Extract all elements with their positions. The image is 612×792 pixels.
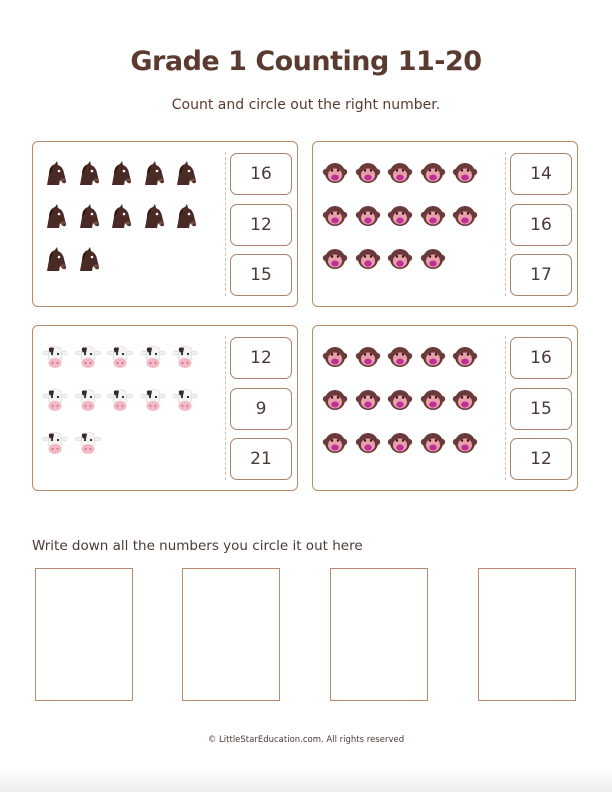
answer-option-button[interactable]: 17 (510, 254, 572, 296)
monkey-icon (387, 387, 413, 413)
monkey-icon (452, 344, 478, 370)
monkey-icon (355, 203, 381, 229)
answer-box[interactable] (478, 568, 576, 701)
copyright-footer: © LittleStarEducation.com. All rights reserved (207, 735, 405, 745)
cow-icon (42, 430, 68, 456)
answer-option-button[interactable]: 21 (230, 438, 292, 480)
answer-options (510, 153, 572, 305)
item-group (322, 344, 500, 473)
page-subtitle: Count and circle out the right number. (171, 97, 441, 113)
monkey-icon (452, 387, 478, 413)
page-title: Grade 1 Counting 11-20 (130, 46, 482, 77)
cow-icon (75, 430, 101, 456)
horse-icon (75, 203, 101, 229)
page-bottom-shadow (0, 768, 612, 792)
horse-icon (75, 246, 101, 272)
cow-icon (140, 387, 166, 413)
item-group (322, 160, 500, 289)
answer-option-button[interactable]: 15 (510, 388, 572, 430)
monkey-icon (420, 387, 446, 413)
answer-option-button[interactable]: 9 (230, 388, 292, 430)
counting-panel-3 (32, 325, 298, 491)
answer-option-button[interactable]: 14 (510, 153, 572, 195)
answer-options (230, 153, 292, 305)
item-group (42, 160, 220, 289)
horse-icon (172, 160, 198, 186)
panel-divider (505, 152, 506, 296)
item-row (322, 203, 500, 246)
monkey-icon (322, 344, 348, 370)
answer-options (510, 337, 572, 489)
answer-option-button[interactable]: 12 (230, 204, 292, 246)
horse-icon (140, 203, 166, 229)
monkey-icon (420, 246, 446, 272)
horse-icon (42, 160, 68, 186)
cow-icon (42, 387, 68, 413)
answer-option-button[interactable]: 15 (230, 254, 292, 296)
cow-icon (75, 387, 101, 413)
item-row (322, 387, 500, 430)
monkey-icon (420, 203, 446, 229)
monkey-icon (322, 430, 348, 456)
panel-divider (225, 336, 226, 480)
answer-option-button[interactable]: 16 (230, 153, 292, 195)
horse-icon (107, 203, 133, 229)
panel-divider (505, 336, 506, 480)
horse-icon (42, 203, 68, 229)
cow-icon (140, 344, 166, 370)
cow-icon (107, 344, 133, 370)
monkey-icon (420, 430, 446, 456)
answer-option-button[interactable]: 16 (510, 337, 572, 379)
counting-panel-4 (312, 325, 578, 491)
answer-options (230, 337, 292, 489)
item-row (322, 430, 500, 473)
answer-box[interactable] (35, 568, 133, 701)
monkey-icon (355, 387, 381, 413)
answer-option-button[interactable]: 12 (230, 337, 292, 379)
monkey-icon (387, 203, 413, 229)
monkey-icon (355, 344, 381, 370)
monkey-icon (322, 160, 348, 186)
answer-box[interactable] (182, 568, 280, 701)
item-row (42, 246, 220, 289)
item-row (42, 430, 220, 473)
counting-panel-2 (312, 141, 578, 307)
cow-icon (75, 344, 101, 370)
item-row (322, 160, 500, 203)
monkey-icon (387, 344, 413, 370)
monkey-icon (355, 430, 381, 456)
monkey-icon (355, 160, 381, 186)
horse-icon (107, 160, 133, 186)
horse-icon (75, 160, 101, 186)
answer-option-button[interactable]: 16 (510, 204, 572, 246)
answer-box[interactable] (330, 568, 428, 701)
monkey-icon (355, 246, 381, 272)
answer-option-button[interactable]: 12 (510, 438, 572, 480)
item-row (42, 203, 220, 246)
monkey-icon (322, 387, 348, 413)
monkey-icon (452, 430, 478, 456)
item-group (42, 344, 220, 473)
item-row (322, 246, 500, 289)
cow-icon (107, 387, 133, 413)
counting-panel-1 (32, 141, 298, 307)
monkey-icon (387, 430, 413, 456)
monkey-icon (452, 160, 478, 186)
item-row (42, 387, 220, 430)
horse-icon (42, 246, 68, 272)
monkey-icon (322, 246, 348, 272)
horse-icon (172, 203, 198, 229)
item-row (42, 344, 220, 387)
cow-icon (42, 344, 68, 370)
monkey-icon (387, 246, 413, 272)
monkey-icon (452, 203, 478, 229)
item-row (322, 344, 500, 387)
panel-divider (225, 152, 226, 296)
item-row (42, 160, 220, 203)
monkey-icon (420, 160, 446, 186)
cow-icon (172, 344, 198, 370)
write-instruction: Write down all the numbers you circle it out here (32, 538, 363, 554)
monkey-icon (322, 203, 348, 229)
horse-icon (140, 160, 166, 186)
cow-icon (172, 387, 198, 413)
monkey-icon (387, 160, 413, 186)
monkey-icon (420, 344, 446, 370)
